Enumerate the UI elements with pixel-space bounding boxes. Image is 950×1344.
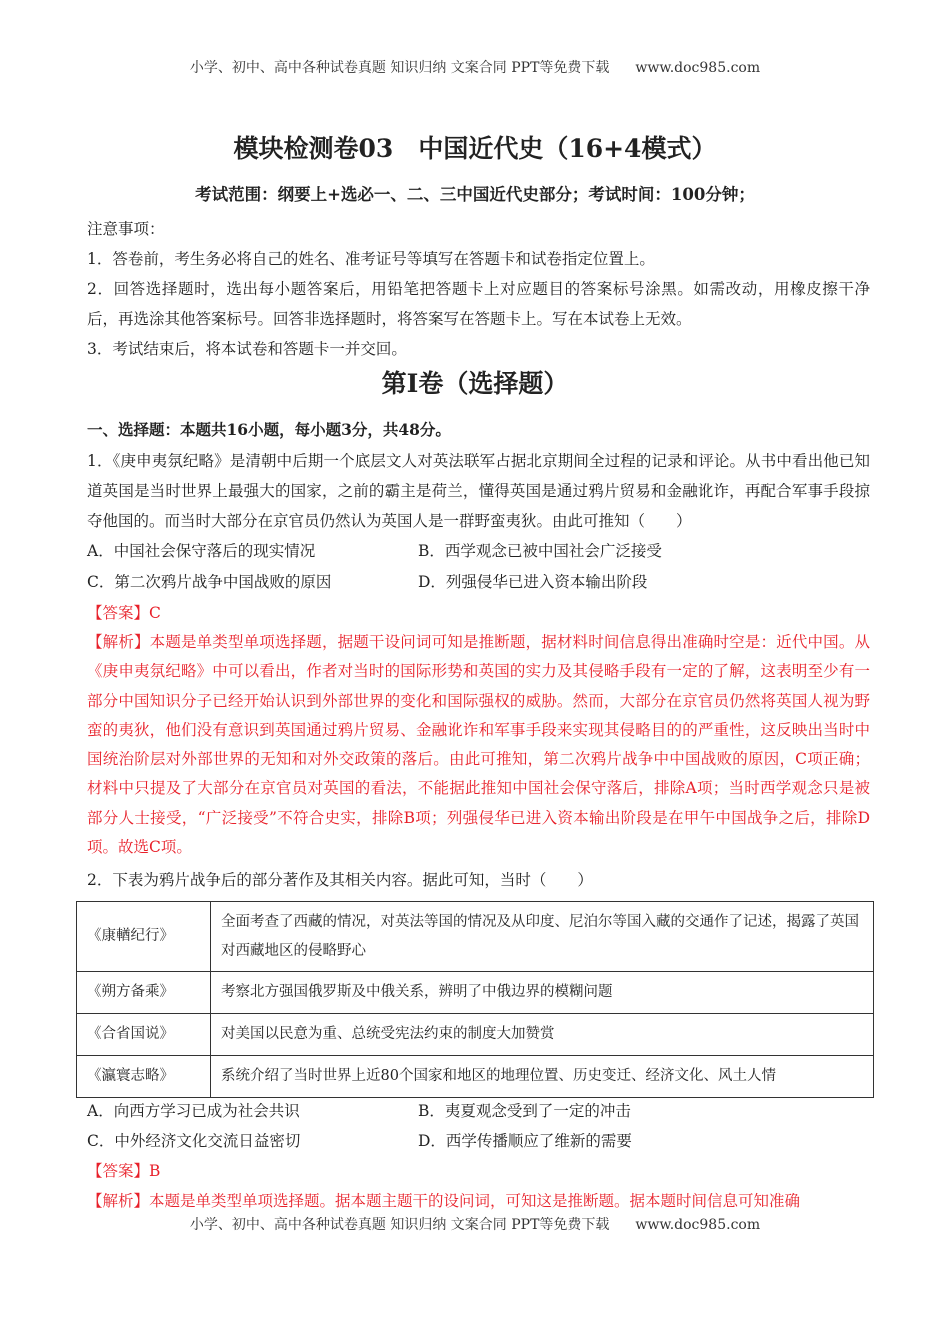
doc-title: 模块检测卷03 中国近代史（16+4模式） xyxy=(233,134,717,163)
table-cell: 《合省国说》 xyxy=(77,1014,211,1056)
note-item: 2．回答选择题时，选出每小题答案后，用铅笔把答题卡上对应题目的答案标号涂黑。如需改动，用橡皮擦干净后，再选涂其他答案标号。回答非选择题时，将答案写在答题卡上。写在本试卷上无效。 xyxy=(87,280,870,328)
answer-value: C xyxy=(149,604,161,622)
question-2-options xyxy=(87,1096,870,1216)
question-stem: 1．《庚申夷氛纪略》是清朝中后期一个底层文人对英法联军占据北京期间全过程的记录和评论。从书中看出他已知道英国是当时世界上最强大的国家，之前的霸主是荷兰，懂得英国是通过鸦片贸易和金融讹诈，再配合军事手段掠夺他国的。而当时大部分在京官员仍然认为英国人是一群野蛮夷狄。由此可推知（ ） xyxy=(87,452,870,530)
answer-label: 【答案】 xyxy=(87,604,150,622)
table-cell: 《康輶纪行》 xyxy=(77,902,211,972)
table-row xyxy=(77,972,874,1014)
option-a: A．向西方学习已成为社会共识 xyxy=(87,1102,300,1120)
part-heading: 一、选择题：本题共16小题，每小题3分，共48分。 xyxy=(87,420,451,439)
table-cell: 考察北方强国俄罗斯及中俄关系，辨明了中俄边界的模糊问题 xyxy=(211,972,874,1014)
option-c: C．中外经济文化交流日益密切 xyxy=(87,1132,301,1150)
table-cell: 《朔方备乘》 xyxy=(77,972,211,1014)
note-item: 3．考试结束后，将本试卷和答题卡一并交回。 xyxy=(87,340,407,358)
option-d: D．列强侵华已进入资本输出阶段 xyxy=(418,573,648,591)
question-2-stem: 2．下表为鸦片战争后的部分著作及其相关内容。据此可知，当时（ ） xyxy=(87,871,593,889)
table-row xyxy=(77,1056,874,1098)
option-c: C．第二次鸦片战争中国战败的原因 xyxy=(87,573,332,591)
table-cell: 系统介绍了当时世界上近80个国家和地区的地理位置、历史变迁、经济文化、风土人情 xyxy=(211,1056,874,1098)
option-d: D．西学传播顺应了维新的需要 xyxy=(418,1132,632,1150)
table-cell: 全面考查了西藏的情况，对英法等国的情况及从印度、尼泊尔等国入藏的交通作了记述，揭露了英国对西藏地区的侵略野心 xyxy=(211,902,874,972)
analysis-text: 本题是单类型单项选择题，据题干设问词可知是推断题，据材料时间信息得出准确时空是：近代中国。从《庚申夷氛纪略》中可以看出，作者对当时的国际形势和英国的实力及其侵略手段有一定的了解，这表明至少有一部分中国知识分子已经开始认识到外部世界的变化和国际强权的威胁。然而，大部分在京官员仍然将英国人视为野蛮的夷狄，他们没有意识到英国通过鸦片贸易、金融讹诈和军事手段来实现其侵略目的的严重性，这反映出当时中国统治阶层对外部世界的无知和对外交政策的落后。由此可推知，第二次鸦片战争中中国战败的原因，C项正确；材料中只提及了大部分在京官员对英国的看法，不能据此推知中国社会保守落后，排除A项；当时西学观念只是被部分人士接受，“广泛接受”不符合史实，排除B项；列强侵华已进入资本输出阶段是在甲午中国战争之后，排除D项。故选C项。 xyxy=(87,633,870,857)
table-cell: 对美国以民意为重、总统受宪法约束的制度大加赞赏 xyxy=(211,1014,874,1056)
answer-value: B xyxy=(149,1162,161,1180)
note-item: 1．答卷前，考生务必将自己的姓名、准考证号等填写在答题卡和试卷指定位置上。 xyxy=(87,250,655,268)
table-row xyxy=(77,902,874,972)
page-footer xyxy=(0,1214,950,1234)
page-header xyxy=(0,57,950,77)
works-table xyxy=(76,901,874,1098)
header-site-link[interactable]: www.doc985.com xyxy=(635,60,761,76)
notes-heading: 注意事项： xyxy=(87,220,165,238)
section-title: 第I卷（选择题） xyxy=(381,369,569,398)
option-b: B．西学观念已被中国社会广泛接受 xyxy=(418,542,662,560)
analysis-text: 本题是单类型单项选择题。据本题主题干的设问词，可知这是推断题。据本题时间信息可知准确 xyxy=(149,1192,801,1210)
footer-text: 小学、初中、高中各种试卷真题 知识归纳 文案合同 PPT等免费下载 xyxy=(189,1217,610,1233)
option-a: A．中国社会保守落后的现实情况 xyxy=(87,542,316,560)
header-text: 小学、初中、高中各种试卷真题 知识归纳 文案合同 PPT等免费下载 xyxy=(189,60,610,76)
doc-subtitle: 考试范围：纲要上+选必一、二、三中国近代史部分；考试时间：100分钟； xyxy=(195,185,755,204)
notes xyxy=(87,214,870,364)
answer-label: 【答案】 xyxy=(87,1162,150,1180)
option-b: B．夷夏观念受到了一定的冲击 xyxy=(418,1102,631,1120)
table-row xyxy=(77,1014,874,1056)
analysis-label: 【解析】 xyxy=(87,1192,150,1210)
table-cell: 《瀛寰志略》 xyxy=(77,1056,211,1098)
analysis-label: 【解析】 xyxy=(87,633,150,651)
question-1 xyxy=(87,446,870,862)
footer-site-link[interactable]: www.doc985.com xyxy=(635,1217,761,1233)
